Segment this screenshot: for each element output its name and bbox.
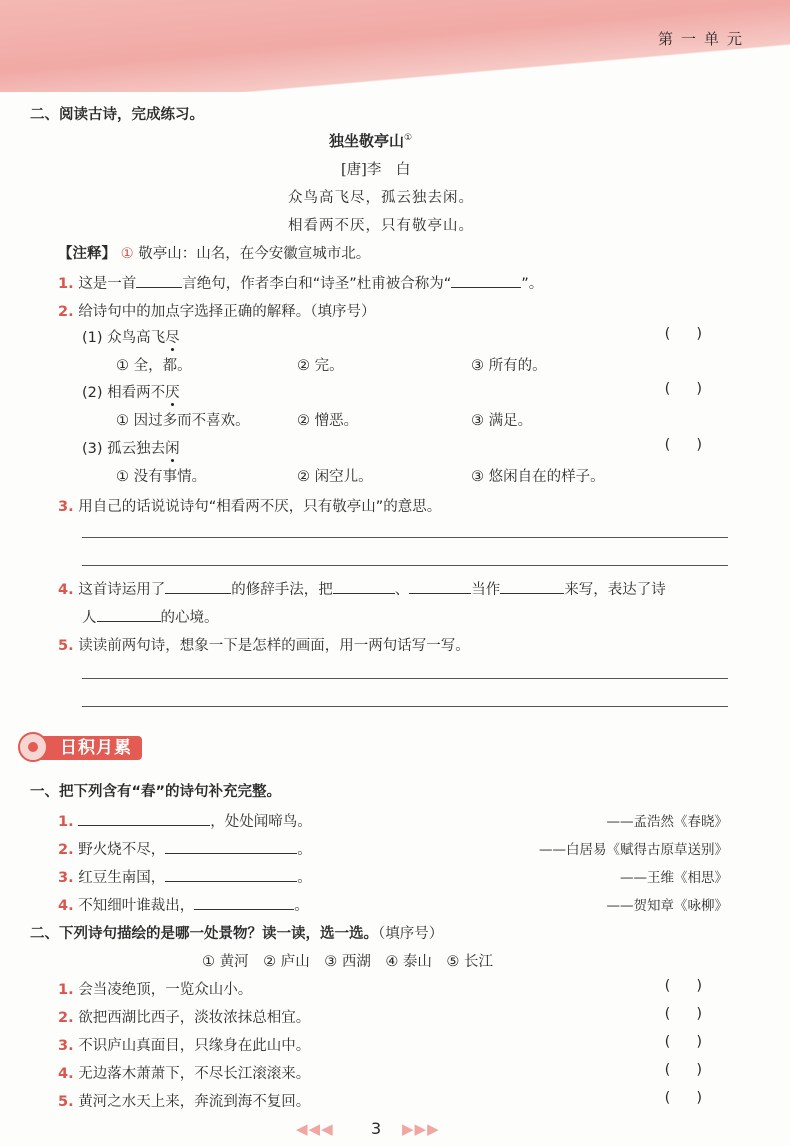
option: ① 因过多而不喜欢。 xyxy=(116,413,250,429)
answer-line[interactable] xyxy=(82,678,728,679)
poem-source: ——贺知章《咏柳》 xyxy=(606,898,728,914)
next-arrows-icon: ▶▶▶ xyxy=(402,1120,440,1138)
option: ② 憎恶。 xyxy=(297,413,359,429)
section-heading: 二、阅读古诗，完成练习。 xyxy=(30,107,204,123)
poem-line-2: 相看两不厌，只有敬亭山。 xyxy=(288,218,474,234)
answer-blank[interactable] xyxy=(165,867,297,882)
answer-parentheses[interactable]: () xyxy=(664,1090,728,1106)
poem-source: ——孟浩然《春晓》 xyxy=(606,814,728,830)
answer-blank[interactable] xyxy=(165,839,297,854)
option: ① 全，都。 xyxy=(116,358,192,374)
flower-icon xyxy=(18,732,48,762)
footnote-mark: ① xyxy=(404,133,413,143)
subquestion-2: (2) 相看两不厌 xyxy=(82,385,180,401)
question-4: 4. 这首诗运用了 的修辞手法，把 、 当作 来写，表达了诗 xyxy=(58,578,666,599)
option: ① 没有事情。 xyxy=(116,469,207,485)
answer-parentheses[interactable]: () xyxy=(664,326,728,342)
part2-heading: 二、下列诗句描绘的是哪一处景物？读一读，选一选。（填序号） xyxy=(30,926,444,942)
option: ② 完。 xyxy=(297,358,344,374)
answer-line[interactable] xyxy=(82,706,728,707)
annotation: 【注释】 ① 敬亭山：山名，在今安徽宣城市北。 xyxy=(58,246,371,262)
subquestion-3: (3) 孤云独去闲 xyxy=(82,441,180,457)
question-1: 1. 这是一首 言绝句，作者李白和“诗圣”杜甫被合称为“ ”。 xyxy=(58,272,543,293)
fill-item: 4. 不知细叶谁裁出， 。 xyxy=(58,894,309,915)
choice-item: 4. 无边落木萧萧下，不尽长江滚滚来。 xyxy=(58,1066,311,1082)
choice-item: 3. 不识庐山真面目，只缘身在此山中。 xyxy=(58,1038,311,1054)
answer-blank[interactable] xyxy=(500,579,564,594)
choice-item: 1. 会当凌绝顶，一览众山小。 xyxy=(58,982,253,998)
question-4-continued: 人 的心境。 xyxy=(82,606,219,627)
question-3: 3. 用自己的话说说诗句“相看两不厌，只有敬亭山”的意思。 xyxy=(58,499,442,515)
option-list: ① 黄河 ② 庐山 ③ 西湖 ④ 泰山 ⑤ 长江 xyxy=(202,954,494,970)
answer-parentheses[interactable]: () xyxy=(664,978,728,994)
option: ③ 所有的。 xyxy=(471,358,547,374)
poem-source: ——白居易《赋得古原草送别》 xyxy=(539,842,728,858)
option: ③ 满足。 xyxy=(471,413,533,429)
part1-heading: 一、把下列含有“春”的诗句补充完整。 xyxy=(30,784,282,800)
poem-line-1: 众鸟高飞尽，孤云独去闲。 xyxy=(288,190,474,206)
question-2: 2. 给诗句中的加点字选择正确的解释。（填序号） xyxy=(58,304,376,320)
banner-label: 日积月累 xyxy=(40,736,142,760)
question-5: 5. 读读前两句诗，想象一下是怎样的画面，用一两句话写一写。 xyxy=(58,638,470,654)
answer-line[interactable] xyxy=(82,537,728,538)
answer-parentheses[interactable]: () xyxy=(664,1062,728,1078)
poem-author: [唐]李 白 xyxy=(341,162,411,178)
choice-item: 2. 欲把西湖比西子，淡妆浓抹总相宜。 xyxy=(58,1010,311,1026)
prev-arrows-icon: ◀◀◀ xyxy=(296,1120,334,1138)
poem-source: ——王维《相思》 xyxy=(620,870,728,886)
answer-line[interactable] xyxy=(82,565,728,566)
subquestion-1: (1) 众鸟高飞尽 xyxy=(82,330,180,346)
fill-item: 3. 红豆生南国， 。 xyxy=(58,866,312,887)
poem-title: 独坐敬亭山① xyxy=(329,132,413,150)
option: ② 闲空儿。 xyxy=(297,469,373,485)
answer-blank[interactable] xyxy=(409,579,471,594)
answer-parentheses[interactable]: () xyxy=(664,1034,728,1050)
unit-label: 第一单元 xyxy=(657,30,750,48)
answer-blank[interactable] xyxy=(136,273,182,288)
fill-item: 2. 野火烧不尽， 。 xyxy=(58,838,312,859)
answer-blank[interactable] xyxy=(97,607,161,622)
answer-parentheses[interactable]: () xyxy=(664,381,728,397)
answer-parentheses[interactable]: () xyxy=(664,437,728,453)
page-number: 3 xyxy=(371,1119,382,1138)
section-banner xyxy=(18,732,188,764)
answer-blank[interactable] xyxy=(78,811,210,826)
answer-blank[interactable] xyxy=(165,579,231,594)
answer-blank[interactable] xyxy=(333,579,395,594)
choice-item: 5. 黄河之水天上来，奔流到海不复回。 xyxy=(58,1094,311,1110)
option: ③ 悠闲自在的样子。 xyxy=(471,469,605,485)
answer-blank[interactable] xyxy=(451,273,521,288)
answer-parentheses[interactable]: () xyxy=(664,1006,728,1022)
fill-item: 1. ，处处闻啼鸟。 xyxy=(58,810,312,831)
answer-blank[interactable] xyxy=(194,895,294,910)
